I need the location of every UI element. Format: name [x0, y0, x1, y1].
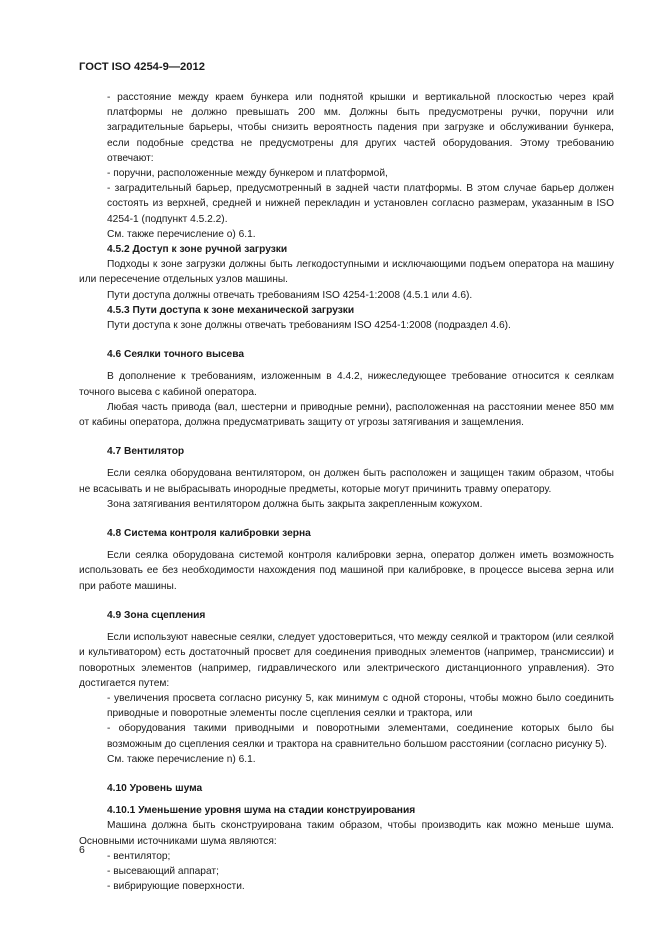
list-item: - расстояние между краем бункера или поднятой крышки и вертикальной плоскостью через край платформы не должно превышать 200 мм. Должны быть предусмотрены ручки, поручни или заградительные барьеры, чтобы снизить вероятность падения при загрузке и обслуживании бункера, если подобные средства не предусмотрены для других частей оборудования. Этому требованию отвечают:	[79, 90, 614, 166]
list-item: - оборудования такими приводными и поворотными элементами, соединение которых было бы возможным до сцепления сеялки и трактора на сравнительно большом расстоянии (согласно рисунку 5).	[79, 721, 614, 751]
paragraph: Любая часть привода (вал, шестерни и приводные ремни), расположенная на расстоянии менее 850 мм от кабины оператора, должна предусматривать защиту от угрозы затягивания и защемления.	[79, 401, 614, 429]
section-heading: 4.8 Система контроля калибровки зерна	[107, 528, 311, 540]
list-item: - вентилятор;	[79, 849, 614, 864]
section-heading: 4.9 Зона сцепления	[107, 609, 206, 621]
page-number: 6	[79, 844, 85, 856]
document-body	[79, 90, 614, 894]
list-item: - поручни, расположенные между бункером и платформой,	[79, 166, 614, 181]
paragraph: Если сеялка оборудована вентилятором, он должен быть расположен и защищен таким образом, чтобы не всасывать и не выбрасывать инородные предметы, которые могут причинить травму оператору.	[79, 468, 614, 495]
paragraph: Подходы к зоне загрузки должны быть легкодоступными и исключающими подъем оператора на машину или пересечение отдельных узлов машины.	[79, 259, 614, 286]
paragraph: Если сеялка оборудована системой контроля калибровки зерна, оператор должен иметь возможность использовать ее без необходимости нахождения под машиной при калибровке, в процессе высева зерна или при работе машины.	[79, 550, 614, 592]
paragraph: Зона затягивания вентилятором должна быть закрыта закрепленным кожухом.	[107, 498, 483, 510]
subsection-heading: 4.5.3 Пути доступа к зоне механической загрузки	[107, 304, 355, 316]
list-item: - заградительный барьер, предусмотренный в задней части платформы. В этом случае барьер должен состоять из верхней, средней и нижней перекладин и установлен согласно размерам, указанным в ISO 4254-1 (подпункт 4.5.2.2).	[79, 181, 614, 227]
list-item: - высевающий аппарат;	[79, 864, 614, 879]
section-heading: 4.6 Сеялки точного высева	[107, 349, 244, 361]
paragraph: См. также перечисление o) 6.1.	[107, 228, 256, 240]
paragraph: Пути доступа к зоне должны отвечать требованиям ISO 4254-1:2008 (подраздел 4.6).	[107, 320, 511, 332]
subsection-heading: 4.10.1 Уменьшение уровня шума на стадии конструирования	[107, 805, 416, 817]
list-item: - увеличения просвета согласно рисунку 5, как минимум с одной стороны, чтобы можно было соединить приводные и поворотные элементы после сцепления сеялки и трактора, или	[79, 691, 614, 721]
paragraph: Машина должна быть сконструирована таким образом, чтобы производить как можно меньше шума. Основными источниками шума являются:	[79, 820, 614, 847]
paragraph: Если используют навесные сеялки, следует удостовериться, что между сеялкой и трактором (или сеялкой и культиватором) есть достаточный просвет для соединения приводных элементов (например, трансмиссии) и поворотных элементов (например, гидравлического или электрического дистанционного управления). Это достигается путем:	[79, 632, 614, 689]
list-item: - вибрирующие поверхности.	[79, 879, 614, 894]
paragraph: Пути доступа должны отвечать требованиям ISO 4254-1:2008 (4.5.1 или 4.6).	[107, 289, 473, 301]
paragraph: В дополнение к требованиям, изложенным в 4.4.2, нижеследующее требование относится к сеялкам точного высева с кабиной оператора.	[79, 371, 614, 398]
section-heading: 4.7 Вентилятор	[107, 446, 185, 458]
paragraph: См. также перечисление n) 6.1.	[107, 753, 256, 765]
document-header: ГОСТ ISO 4254-9—2012	[79, 61, 205, 73]
subsection-heading: 4.5.2 Доступ к зоне ручной загрузки	[107, 244, 288, 256]
section-heading: 4.10 Уровень шума	[107, 782, 203, 794]
